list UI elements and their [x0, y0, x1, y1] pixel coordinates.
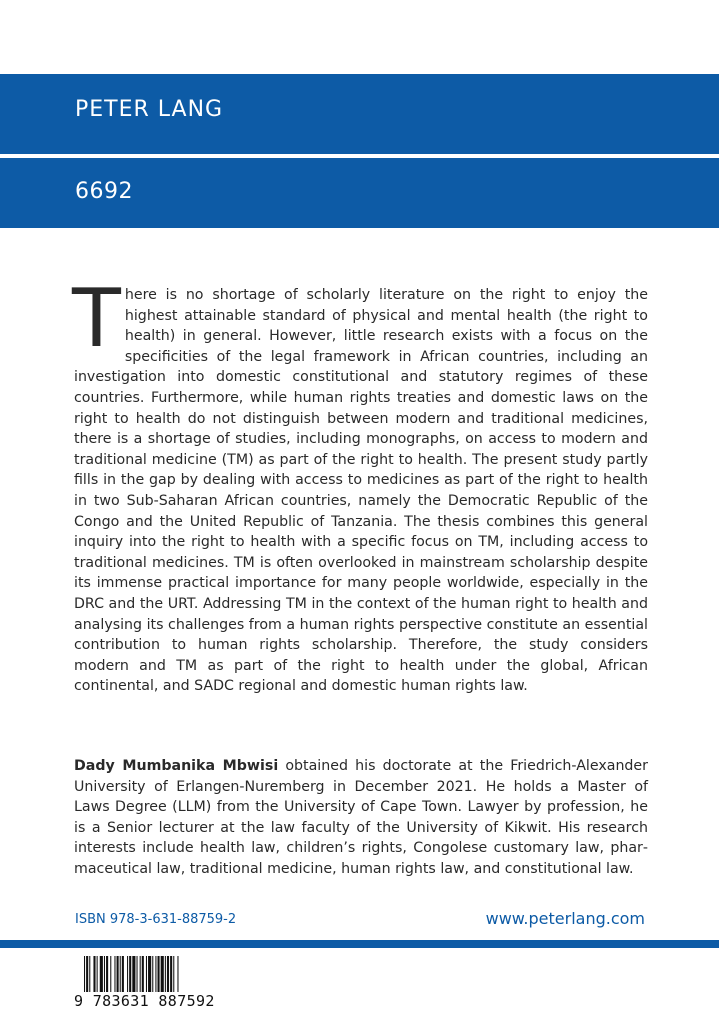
- barcode-bar: [142, 956, 144, 996]
- barcode-bar: [146, 956, 147, 996]
- barcode-bar: [89, 956, 90, 996]
- barcode-bar: [137, 956, 138, 996]
- drop-cap: T: [72, 272, 121, 365]
- series-band: [0, 158, 719, 228]
- author-bio: [74, 756, 648, 880]
- barcode-bar: [148, 956, 151, 996]
- barcode-bar: [165, 956, 166, 996]
- barcode-bar: [110, 956, 111, 996]
- header-band: [0, 74, 719, 154]
- barcode-bar: [106, 956, 108, 996]
- barcode-bar: [97, 956, 98, 996]
- barcode: [72, 956, 222, 1014]
- footer-rule: [0, 940, 719, 948]
- barcode-bar: [158, 956, 160, 996]
- barcode-digits: 9 783631 887592: [74, 992, 222, 1010]
- isbn: ISBN 978-3-631-88759-2: [75, 912, 237, 927]
- barcode-bar: [127, 956, 128, 996]
- barcode-bars: [72, 956, 222, 996]
- barcode-bar: [132, 956, 135, 996]
- barcode-bar: [167, 956, 169, 996]
- barcode-bar: [122, 956, 124, 996]
- barcode-bar: [93, 956, 95, 996]
- barcode-bar: [161, 956, 164, 996]
- barcode-bar: [100, 956, 103, 996]
- barcode-bar: [140, 956, 141, 996]
- barcode-bar: [84, 956, 85, 996]
- barcode-bar: [177, 956, 178, 996]
- barcode-bar: [170, 956, 172, 996]
- book-blurb: [72, 272, 648, 697]
- website-link[interactable]: www.peterlang.com: [485, 909, 645, 928]
- barcode-bar: [152, 956, 153, 996]
- barcode-bar: [120, 956, 121, 996]
- barcode-bar: [86, 956, 88, 996]
- barcode-bar: [155, 956, 156, 996]
- barcode-bar: [114, 956, 115, 996]
- series-number: 6692: [75, 179, 133, 204]
- barcode-bar: [117, 956, 119, 996]
- author-bio-text: obtained his doctorate at the Friedrich-Alexander University of Erlangen-Nuremberg in December 2021. He holds a Master of Laws Degree (LLM) from the University of Cape Town. Lawyer by profession, he is a Senior lecturer at the law faculty of the University of Kikwit. His research interests include health law, children’s rights, Congolese customary law, pharmaceutical law, traditional medicine, human rights law, and constitutional law.: [74, 758, 648, 877]
- publisher-name: PETER LANG: [75, 97, 224, 122]
- blurb-text: here is no shortage of scholarly literature on the right to enjoy the highest attainable standard of physical and mental health (the right to health) in general. However, little research exists with a focus on the specificities of the legal framework in African countries, including an investigation into domestic constitutional and statutory regimes of these countries. Furthermore, while human rights treaties and domestic laws on the right to health do not distinguish between modern and traditional medicines, there is a shortage of studies, including monographs, on access to modern and traditional medicine (TM) as part of the right to health. The present study partly fills in the gap by dealing with access to medicines as part of the right to health in two Sub-Saharan African countries, namely the Democratic Republic of the Congo and the United Republic of Tanzania. The thesis combines this general inquiry into the right to health with a specific focus on TM, including access to traditional medicines. TM is often overlooked in mainstream scholarship despite its immense practical importance for many people worldwide, especially in the DRC and the URT. Addressing TM in the context of the human right to health and analysing its challenges from a human rights perspective constitute an essential contribution to human rights scholarship. Therefore, the study considers modern and TM as part of the right to health under the global, African continental, and SADC regional and domestic human rights law.: [74, 287, 648, 695]
- barcode-bar: [129, 956, 131, 996]
- barcode-bar: [173, 956, 174, 996]
- barcode-bar: [104, 956, 105, 996]
- author-name: Dady Mumbanika Mbwisi: [74, 758, 279, 774]
